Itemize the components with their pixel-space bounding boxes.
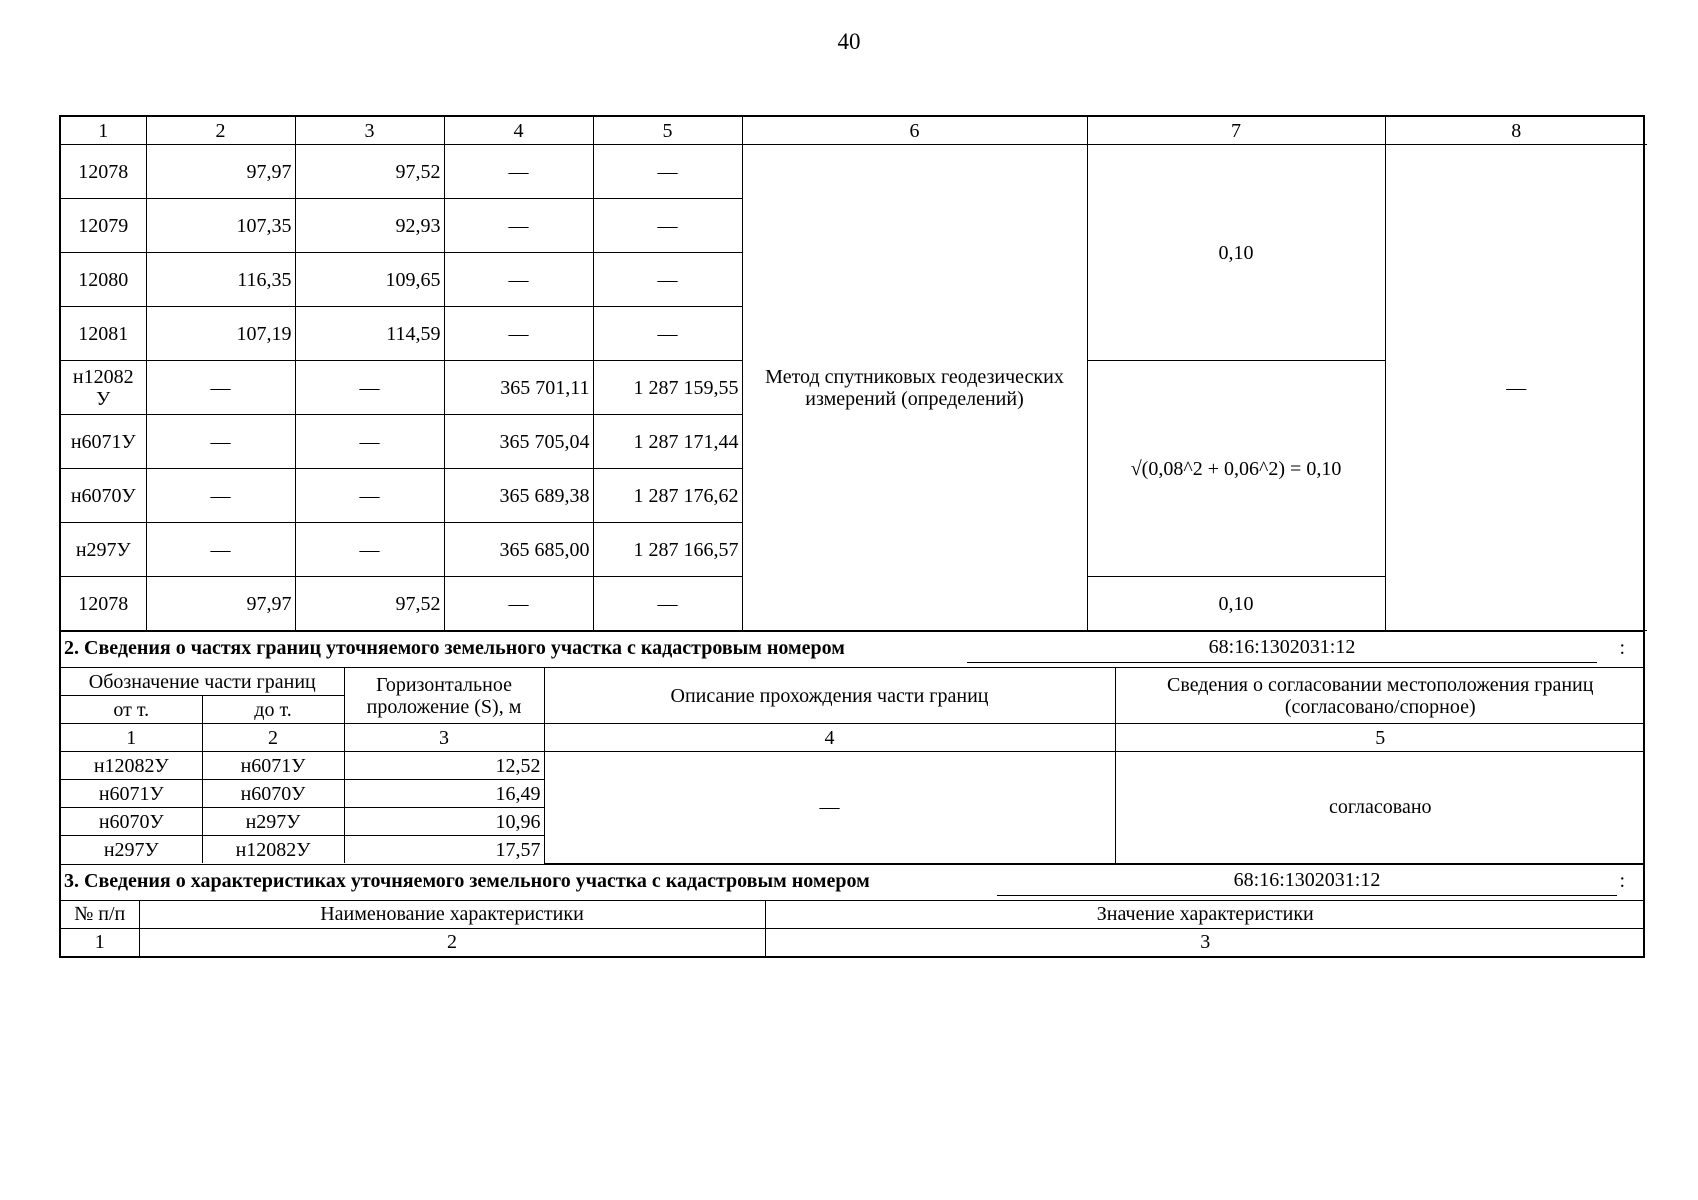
document-table <box>59 115 1645 958</box>
col-number: 1 <box>61 928 139 956</box>
point-id: 12078 <box>61 577 146 631</box>
agreement-header: Сведения о согласовании местоположения границ (согласовано/спорное) <box>1115 668 1645 724</box>
section2-cadastral-number: 68:16:1302031:12 <box>1208 636 1356 658</box>
accuracy-top: 0,10 <box>1087 145 1385 361</box>
cell-value: — <box>146 523 295 577</box>
point-id: 12081 <box>61 307 146 361</box>
border-parts-table <box>61 668 1645 864</box>
cell-value: 107,19 <box>146 307 295 361</box>
table-row <box>61 752 1645 780</box>
section2-title-row <box>61 631 1643 668</box>
col-number: 1 <box>61 117 146 145</box>
cell-value: 97,52 <box>295 145 444 199</box>
cell-value: 1 287 166,57 <box>593 523 742 577</box>
cell-value: — <box>444 253 593 307</box>
section2-title: 2. Сведения о частях границ уточняемого земельного участка с кадастровым номером <box>64 637 845 659</box>
from-point: н6071У <box>61 780 202 808</box>
cell-value: 97,52 <box>295 577 444 631</box>
characteristics-table <box>61 901 1645 956</box>
cell-value: — <box>444 145 593 199</box>
designation-header: Обозначение части границ <box>61 668 344 696</box>
from-point: н6070У <box>61 808 202 836</box>
from-header: от т. <box>61 696 202 724</box>
value-header: Значение характеристики <box>765 901 1645 929</box>
col-number: 4 <box>544 724 1115 752</box>
cell-value: — <box>146 415 295 469</box>
description-header: Описание прохождения части границ <box>544 668 1115 724</box>
col-number: 2 <box>202 724 344 752</box>
agreement-value: согласовано <box>1115 752 1645 864</box>
column-number-row <box>61 928 1645 956</box>
accuracy-formula: √(0,08^2 + 0,06^2) = 0,10 <box>1087 361 1385 577</box>
cell-value: 114,59 <box>295 307 444 361</box>
horizontal-value: 12,52 <box>344 752 544 780</box>
cell-value: 109,65 <box>295 253 444 307</box>
point-id: 12078 <box>61 145 146 199</box>
from-point: н297У <box>61 836 202 864</box>
point-id: н12082 У <box>61 361 146 415</box>
to-header: до т. <box>202 696 344 724</box>
col-number: 3 <box>765 928 1645 956</box>
cell-value: 92,93 <box>295 199 444 253</box>
cell-value: — <box>295 469 444 523</box>
cell-value: 1 287 176,62 <box>593 469 742 523</box>
to-point: н6071У <box>202 752 344 780</box>
point-id: 12080 <box>61 253 146 307</box>
cell-value: 365 689,38 <box>444 469 593 523</box>
cell-value: — <box>593 577 742 631</box>
from-point: н12082У <box>61 752 202 780</box>
number-header: № п/п <box>61 901 139 929</box>
cell-value: 107,35 <box>146 199 295 253</box>
section3-title-row <box>61 864 1643 901</box>
cell-value: — <box>295 415 444 469</box>
col-number: 2 <box>146 117 295 145</box>
name-header: Наименование характеристики <box>139 901 765 929</box>
cell-value: — <box>295 361 444 415</box>
cell-value: — <box>444 199 593 253</box>
to-point: н12082У <box>202 836 344 864</box>
section3-title: 3. Сведения о характеристиках уточняемого земельного участка с кадастровым номером <box>64 869 870 892</box>
cell-value: 1 287 171,44 <box>593 415 742 469</box>
underline <box>967 662 1597 663</box>
cell-value: 1 287 159,55 <box>593 361 742 415</box>
section2-colon: : <box>1619 637 1625 659</box>
cell-value: — <box>593 307 742 361</box>
cell-value: — <box>444 577 593 631</box>
to-point: н6070У <box>202 780 344 808</box>
coordinates-table <box>61 117 1647 631</box>
underline <box>997 895 1617 896</box>
point-id: н297У <box>61 523 146 577</box>
method-cell: Метод спутниковых геодезических измерений (определений) <box>742 145 1087 631</box>
col-number: 2 <box>139 928 765 956</box>
cell-value: — <box>444 307 593 361</box>
col8-value: — <box>1385 145 1647 631</box>
point-id: н6070У <box>61 469 146 523</box>
cell-value: — <box>593 253 742 307</box>
cell-value: 365 701,11 <box>444 361 593 415</box>
horizontal-header: Горизонтальное проложение (S), м <box>344 668 544 724</box>
col-number: 8 <box>1385 117 1647 145</box>
cell-value: — <box>593 199 742 253</box>
cell-value: — <box>146 361 295 415</box>
accuracy-bottom: 0,10 <box>1087 577 1385 631</box>
horizontal-value: 10,96 <box>344 808 544 836</box>
col-number: 6 <box>742 117 1087 145</box>
table-row <box>61 145 1647 199</box>
section3-cadastral-number: 68:16:1302031:12 <box>1233 868 1381 891</box>
point-id: 12079 <box>61 199 146 253</box>
page-number: 40 <box>837 29 861 54</box>
cell-value: 116,35 <box>146 253 295 307</box>
col-number: 5 <box>593 117 742 145</box>
cell-value: 97,97 <box>146 577 295 631</box>
col-number: 1 <box>61 724 202 752</box>
horizontal-value: 16,49 <box>344 780 544 808</box>
cell-value: — <box>593 145 742 199</box>
col-number: 3 <box>344 724 544 752</box>
section3-colon: : <box>1619 869 1625 892</box>
col-number: 5 <box>1115 724 1645 752</box>
point-id: н6071У <box>61 415 146 469</box>
col-number: 3 <box>295 117 444 145</box>
description-value: — <box>544 752 1115 864</box>
cell-value: 365 685,00 <box>444 523 593 577</box>
cell-value: — <box>295 523 444 577</box>
col-number: 4 <box>444 117 593 145</box>
cell-value: — <box>146 469 295 523</box>
horizontal-value: 17,57 <box>344 836 544 864</box>
col-number: 7 <box>1087 117 1385 145</box>
cell-value: 97,97 <box>146 145 295 199</box>
column-number-row <box>61 117 1647 145</box>
cell-value: 365 705,04 <box>444 415 593 469</box>
to-point: н297У <box>202 808 344 836</box>
column-number-row <box>61 724 1645 752</box>
